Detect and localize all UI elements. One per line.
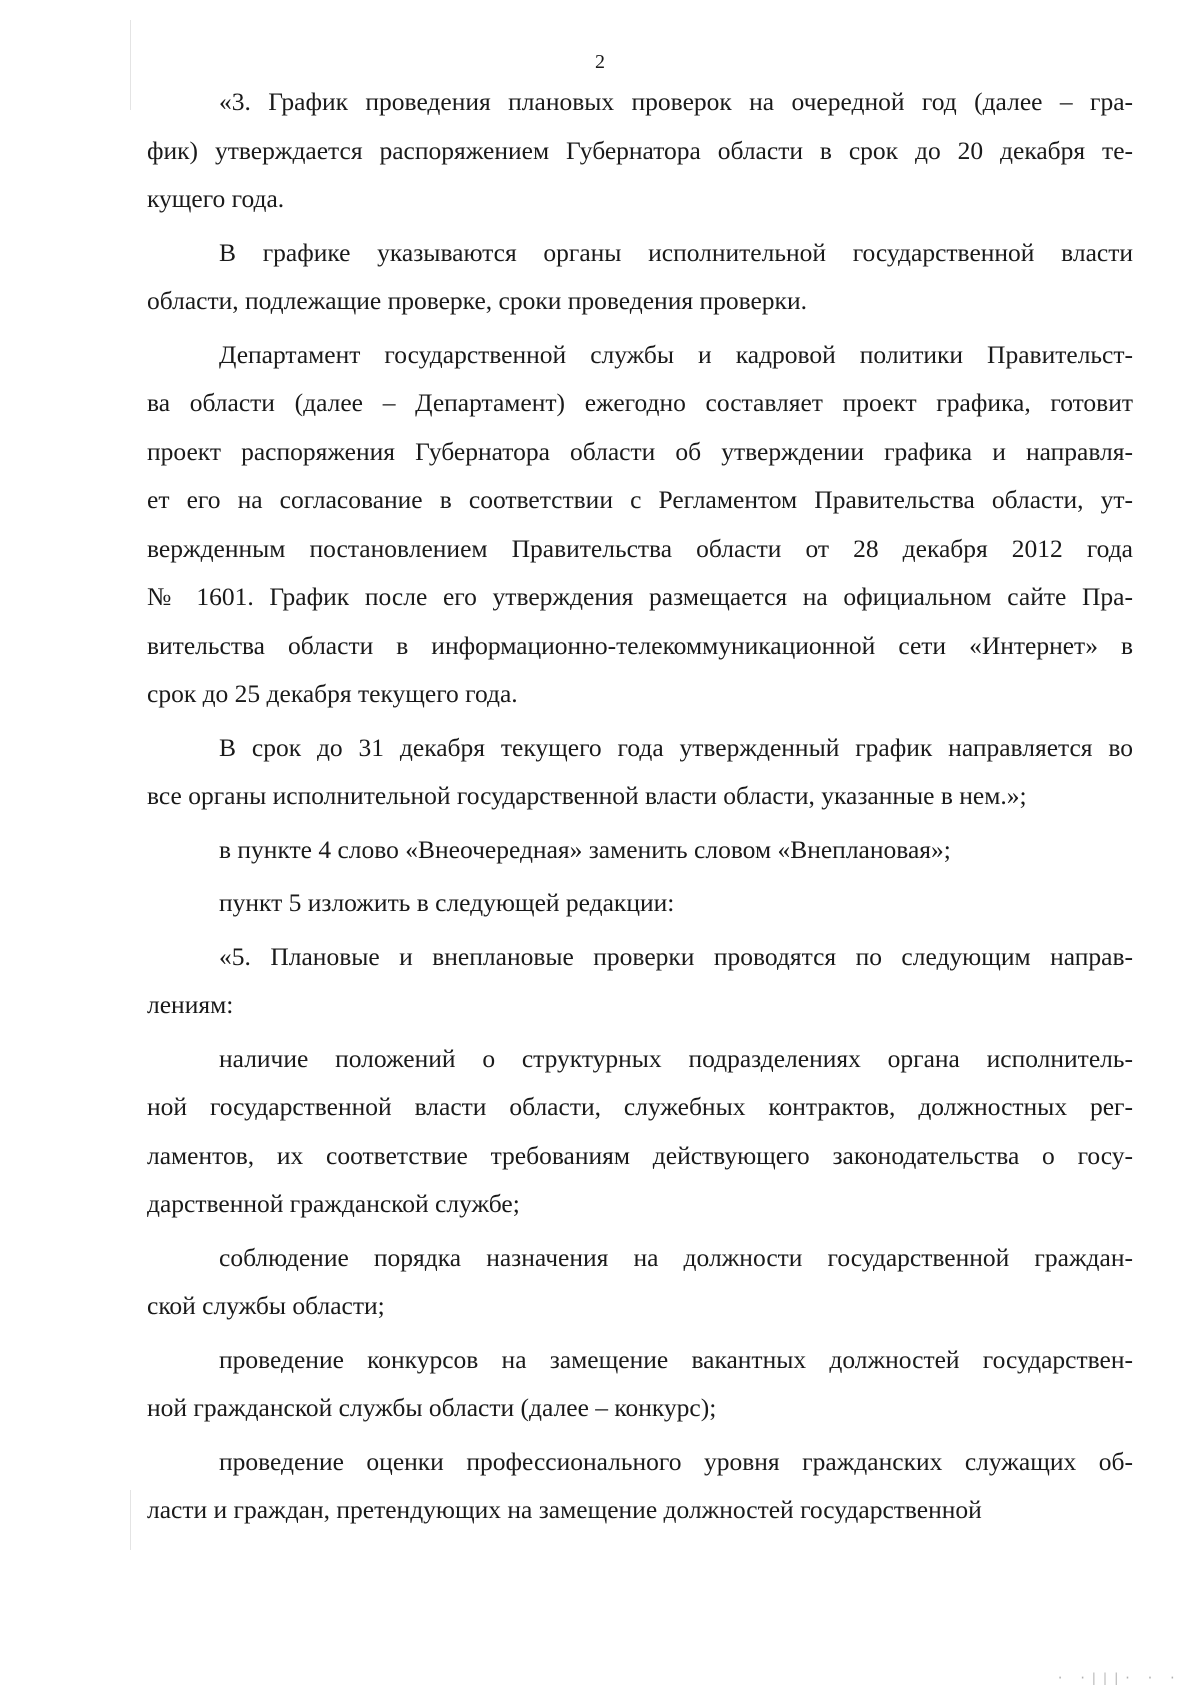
paragraph-line: Департамент государственной службы и кадровой политики Правительст- xyxy=(219,339,1133,369)
paragraph-line: № 1601. График после его утверждения размещается на официальном сайте Пра- xyxy=(147,582,1133,611)
paragraph-line: лениям: xyxy=(147,990,234,1019)
paragraph xyxy=(147,933,1133,1030)
paragraph-line: кущего года. xyxy=(147,184,285,213)
document-body xyxy=(147,78,1133,1535)
paragraph-line: фик) утверждается распоряжением Губернатора области в срок до 20 декабря те- xyxy=(147,135,1133,165)
paragraph-line: вержденным постановлением Правительства области от 28 декабря 2012 года xyxy=(147,533,1133,563)
page-number: 2 xyxy=(595,51,605,73)
paragraph xyxy=(147,879,1133,928)
paragraph-line: проведение оценки профессионального уровня гражданских служащих об- xyxy=(219,1446,1133,1476)
paragraph-line: наличие положений о структурных подразделениях органа исполнитель- xyxy=(219,1043,1133,1073)
paragraph-line: соблюдение порядка назначения на должности государственной граждан- xyxy=(219,1242,1133,1272)
paragraph xyxy=(147,826,1133,875)
paragraph-line: пункт 5 изложить в следующей редакции: xyxy=(219,888,675,917)
paragraph-line: ной государственной власти области, служебных контрактов, должностных рег- xyxy=(147,1092,1133,1121)
paragraph xyxy=(147,78,1133,224)
paragraph xyxy=(147,1438,1133,1535)
paragraph-line: проект распоряжения Губернатора области об утверждении графика и направля- xyxy=(147,436,1133,466)
paragraph xyxy=(147,1035,1133,1229)
paragraph-line: В срок до 31 декабря текущего года утвержденный график направляется во xyxy=(219,732,1133,762)
paragraph xyxy=(147,331,1133,719)
paragraph-line: «5. Плановые и внеплановые проверки проводятся по следующим направ- xyxy=(219,941,1133,971)
paragraph-line: проведение конкурсов на замещение вакантных должностей государствен- xyxy=(219,1344,1133,1374)
paragraph-line: ской службы области; xyxy=(147,1291,385,1320)
paragraph-line: В графике указываются органы исполнительной государственной власти xyxy=(219,237,1133,267)
paragraph xyxy=(147,1234,1133,1331)
paragraph-line: ет его на согласование в соответствии с Регламентом Правительства области, ут- xyxy=(147,485,1133,514)
scan-margin-line xyxy=(130,1490,131,1550)
paragraph-line: дарственной гражданской службе; xyxy=(147,1189,520,1218)
paragraph-line: области, подлежащие проверке, сроки проведения проверки. xyxy=(147,286,807,315)
paragraph-line: срок до 25 декабря текущего года. xyxy=(147,679,518,708)
paragraph xyxy=(147,724,1133,821)
paragraph-line: «3. График проведения плановых проверок на очередной год (далее – гра- xyxy=(219,87,1133,116)
paragraph xyxy=(147,1336,1133,1433)
paragraph-line: ва области (далее – Департамент) ежегодно составляет проект графика, готовит xyxy=(147,388,1133,417)
paragraph xyxy=(147,229,1133,326)
paragraph-line: ласти и граждан, претендующих на замещение должностей государственной xyxy=(147,1495,982,1524)
paragraph-line: все органы исполнительной государственной власти области, указанные в нем.»; xyxy=(147,781,1027,810)
paragraph-line: ламентов, их соответствие требованиям действующего законодательства о госу- xyxy=(147,1140,1133,1170)
paragraph-line: ной гражданской службы области (далее – конкурс); xyxy=(147,1393,717,1422)
scan-artifact: · ·|||· · · xyxy=(1056,1671,1180,1685)
paragraph-line: вительства области в информационно-телекоммуникационной сети «Интернет» в xyxy=(147,630,1133,660)
paragraph-line: в пункте 4 слово «Внеочередная» заменить словом «Внеплановая»; xyxy=(219,834,951,864)
